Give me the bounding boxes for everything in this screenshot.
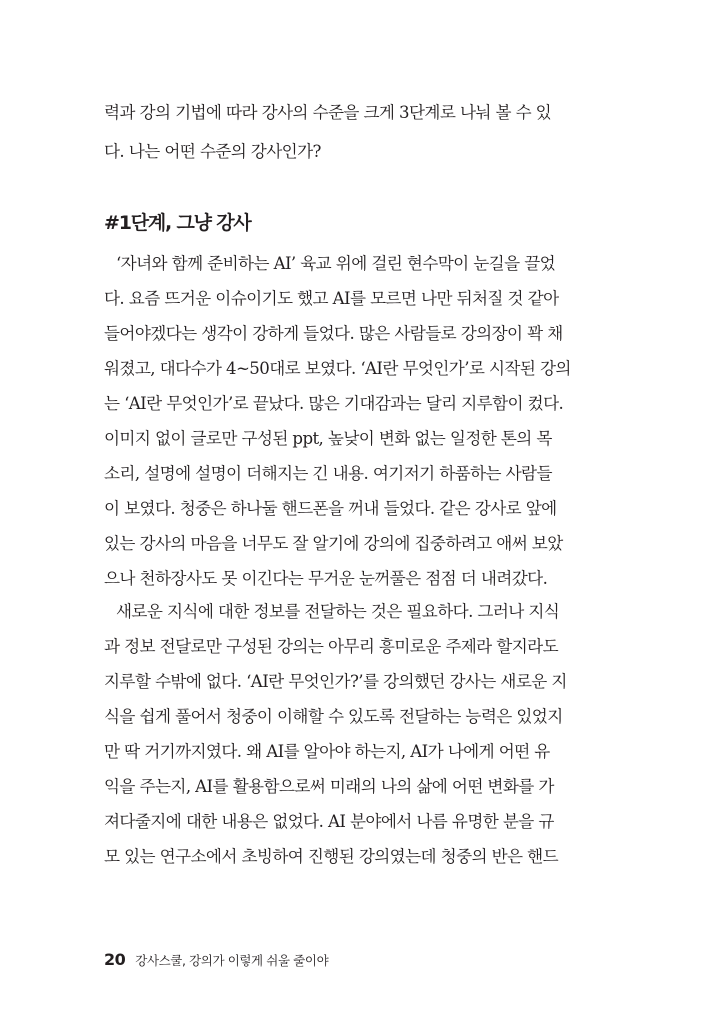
paragraph-1-line-1: ‘자녀와 함께 준비하는 AI’ 육교 위에 걸린 현수막이 눈길을 끌었 [116, 254, 556, 273]
paragraph-2-line-1: 새로운 지식에 대한 정보를 전달하는 것은 필요하다. 그러나 지식 [116, 602, 560, 621]
intro-line-1: 력과 강의 기법에 따라 강사의 수준을 크게 3단계로 나눠 볼 수 있 [104, 103, 552, 122]
paragraph-1-line-8: 이 보였다. 청중은 하나둘 핸드폰을 꺼내 들었다. 같은 강사로 앞에 [104, 499, 557, 518]
paragraph-1-line-5: 는 ‘AI란 무엇인가’로 끝났다. 많은 기대감과는 달리 지루함이 컸다. [104, 394, 564, 413]
section-heading: #1단계, 그냥 강사 [104, 212, 251, 234]
paragraph-1-line-7: 소리, 설명에 설명이 더해지는 긴 내용. 여기저기 하품하는 사람들 [104, 464, 552, 483]
running-book-title: 강사스쿨, 강의가 이렇게 쉬울 줄이야 [135, 953, 329, 968]
intro-line-2: 다. 나는 어떤 수준의 강사인가? [104, 142, 321, 161]
paragraph-2-line-6: 익을 주는지, AI를 활용함으로써 미래의 나의 삶에 어떤 변화를 가 [104, 777, 554, 796]
paragraph-2-line-3: 지루할 수밖에 없다. ‘AI란 무엇인가?’를 강의했던 강사는 새로운 지 [104, 672, 567, 691]
paragraph-2-line-4: 식을 쉽게 풀어서 청중이 이해할 수 있도록 전달하는 능력은 있었지 [104, 707, 563, 726]
paragraph-1-line-9: 있는 강사의 마음을 너무도 잘 알기에 강의에 집중하려고 애써 보았 [104, 534, 563, 553]
paragraph-1-line-4: 워졌고, 대다수가 4~50대로 보였다. ‘AI란 무엇인가’로 시작된 강의 [104, 359, 571, 378]
paragraph-1-line-10: 으나 천하장사도 못 이긴다는 무거운 눈꺼풀은 점점 더 내려갔다. [104, 569, 548, 588]
paragraph-1-line-3: 들어야겠다는 생각이 강하게 들었다. 많은 사람들로 강의장이 꽉 채 [104, 324, 563, 343]
page-footer [104, 950, 328, 969]
paragraph-2-line-5: 만 딱 거기까지였다. 왜 AI를 알아야 하는지, AI가 나에게 어떤 유 [104, 742, 550, 761]
paragraph-1-line-2: 다. 요즘 뜨거운 이슈이기도 했고 AI를 모르면 나만 뒤처질 것 같아 [104, 289, 559, 308]
paragraph-2-line-2: 과 정보 전달로만 구성된 강의는 아무리 흥미로운 주제라 할지라도 [104, 637, 558, 656]
paragraph-2-line-8: 모 있는 연구소에서 초빙하여 진행된 강의였는데 청중의 반은 핸드 [104, 847, 558, 866]
page-number: 20 [104, 950, 126, 969]
paragraph-2-line-7: 져다줄지에 대한 내용은 없었다. AI 분야에서 나름 유명한 분을 규 [104, 812, 554, 831]
paragraph-1-line-6: 이미지 없이 글로만 구성된 ppt, 높낮이 변화 없는 일정한 톤의 목 [104, 429, 552, 448]
